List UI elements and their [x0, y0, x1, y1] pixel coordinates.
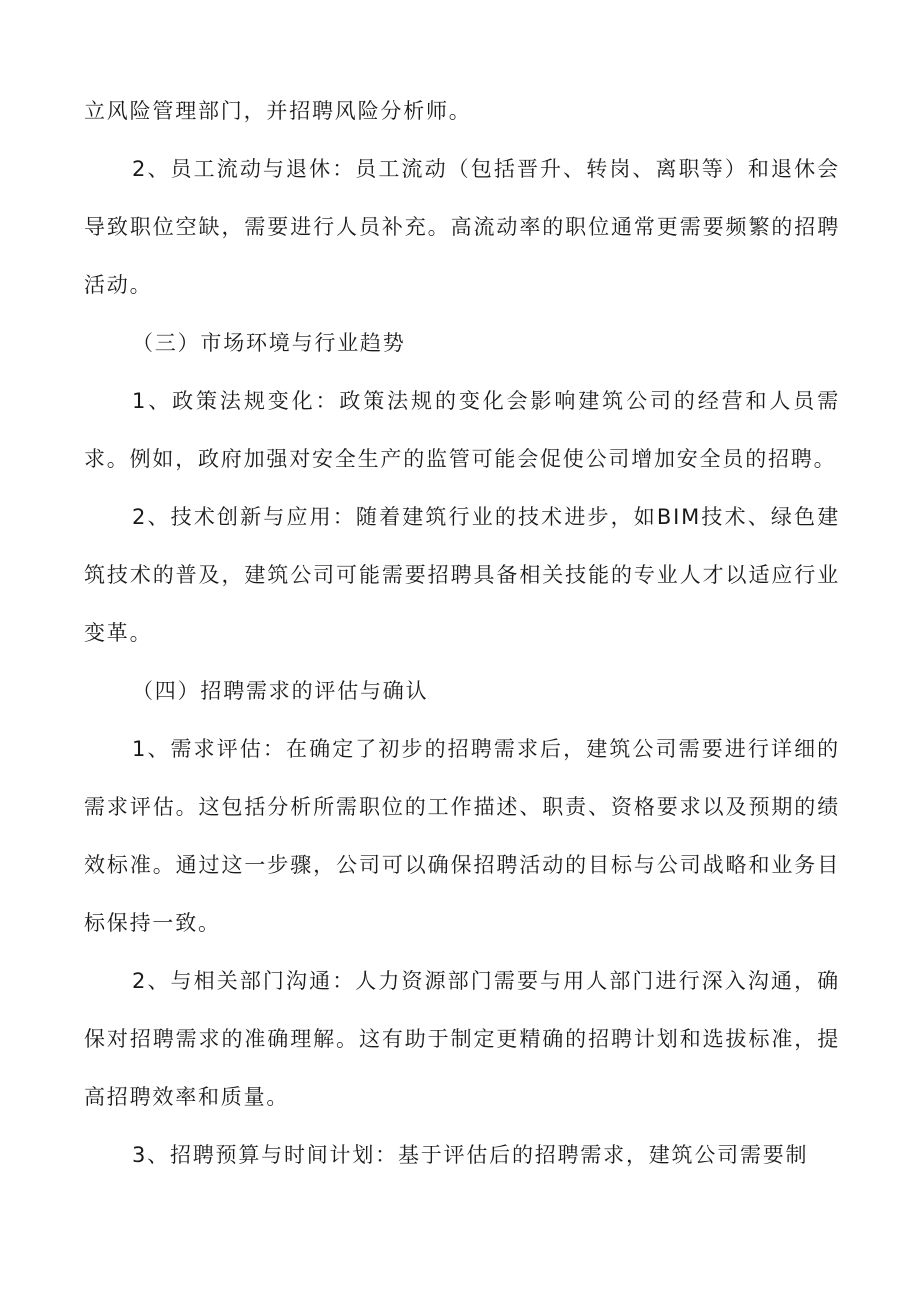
- paragraph-budget-schedule: 3、招聘预算与时间计划：基于评估后的招聘需求，建筑公司需要制: [132, 1143, 809, 1167]
- section-heading-market-environment: （三）市场环境与行业趋势: [132, 331, 406, 355]
- paragraph-continuation: 立风险管理部门，并招聘风险分析师。: [84, 99, 472, 123]
- paragraph-demand-evaluation: 1、需求评估：在确定了初步的招聘需求后，建筑公司需要进行详细的需求评估。这包括分析所需职位的工作描述、职责、资格要求以及预期的绩效标准。通过这一步骤，公司可以确保招聘活动的目标与公司战略和业务目标保持一致。: [84, 737, 840, 935]
- paragraph-tech-innovation: 2、技术创新与应用：随着建筑行业的技术进步，如BIM技术、绿色建筑技术的普及，建筑公司可能需要招聘具备相关技能的专业人才以适应行业变革。: [84, 505, 840, 645]
- document-page: [84, 82, 840, 1184]
- paragraph-department-communication: 2、与相关部门沟通：人力资源部门需要与用人部门进行深入沟通，确保对招聘需求的准确理解。这有助于制定更精确的招聘计划和选拔标准，提高招聘效率和质量。: [84, 969, 840, 1109]
- paragraph-policy-changes: 1、政策法规变化：政策法规的变化会影响建筑公司的经营和人员需求。例如，政府加强对安全生产的监管可能会促使公司增加安全员的招聘。: [84, 389, 840, 471]
- paragraph-staff-turnover: 2、员工流动与退休：员工流动（包括晋升、转岗、离职等）和退休会导致职位空缺，需要进行人员补充。高流动率的职位通常更需要频繁的招聘活动。: [84, 157, 840, 297]
- section-heading-demand-assessment: （四）招聘需求的评估与确认: [132, 679, 429, 703]
